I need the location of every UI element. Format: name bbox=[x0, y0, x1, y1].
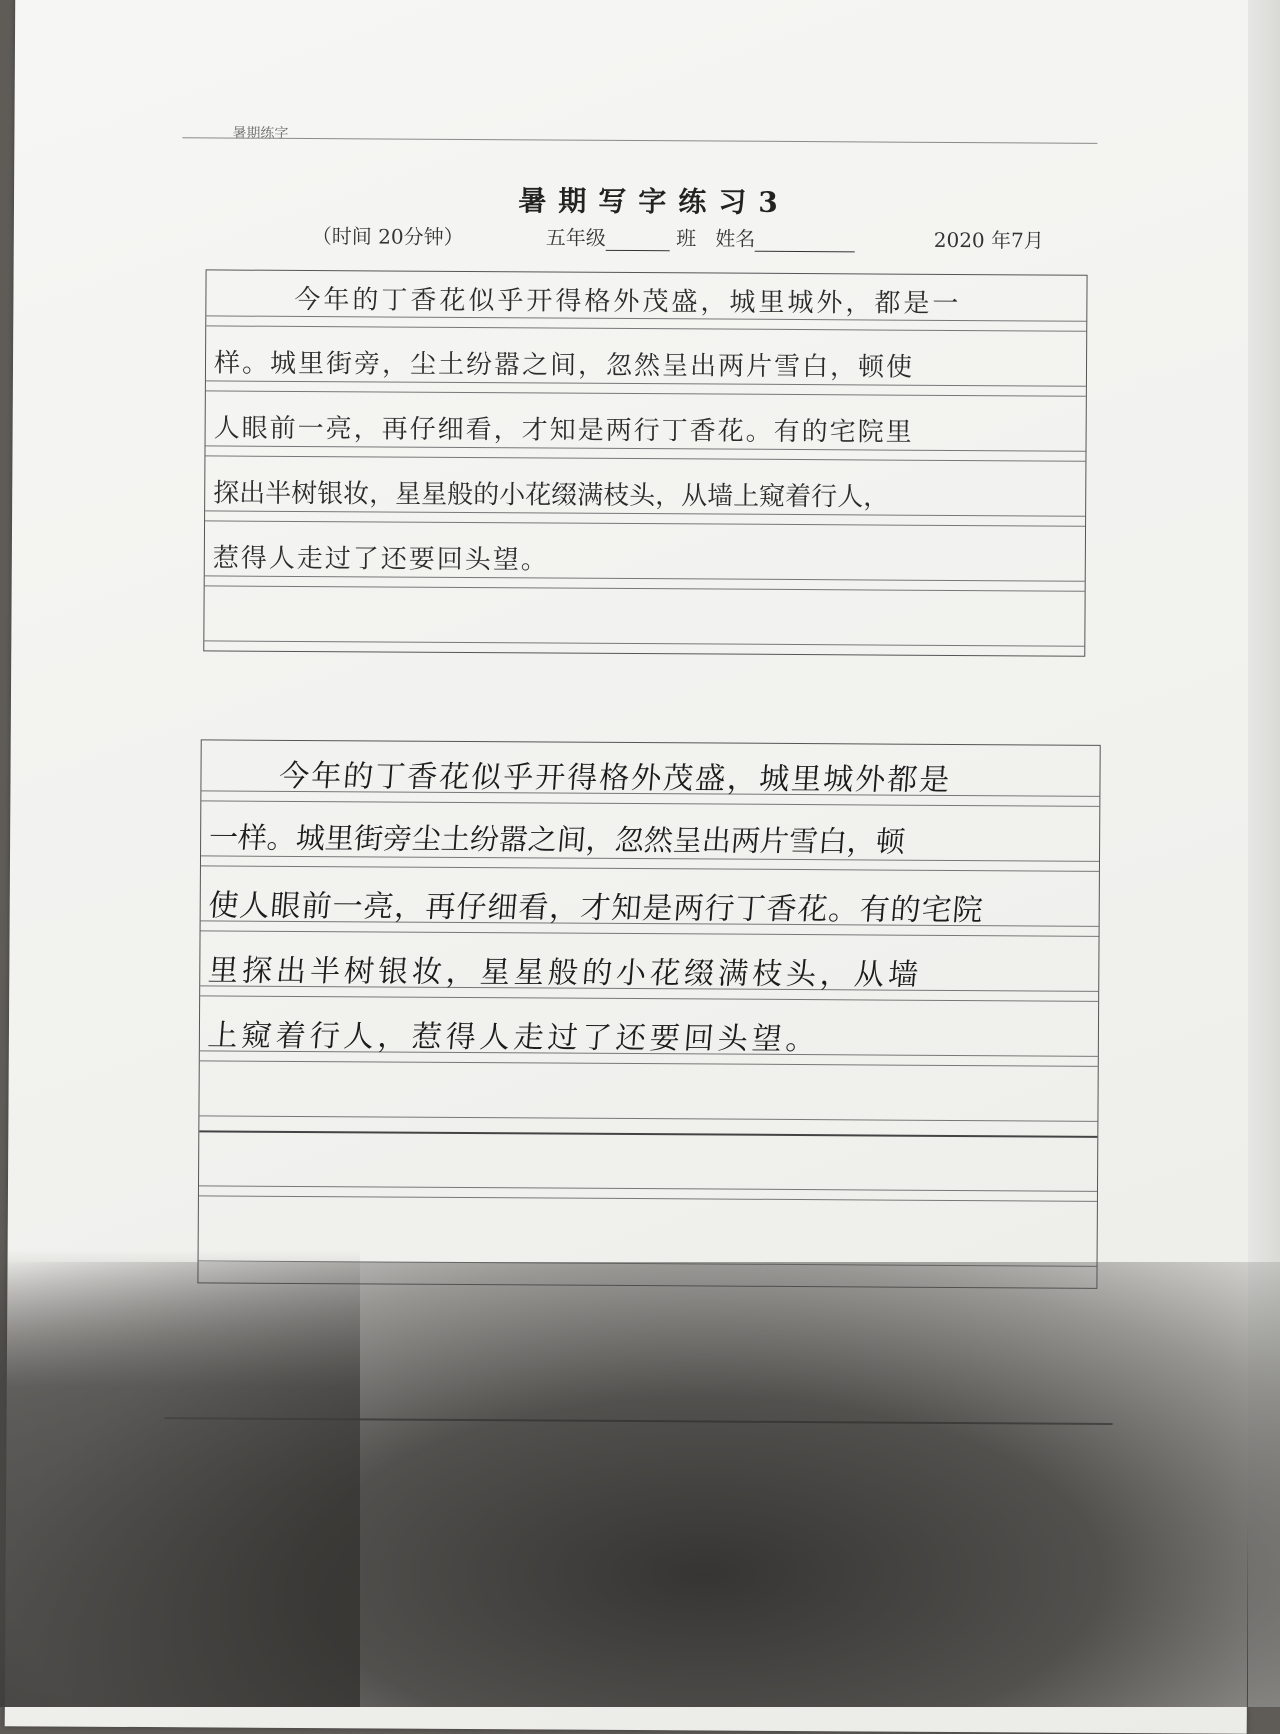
name-blank bbox=[755, 231, 855, 253]
class-blank bbox=[606, 230, 670, 251]
printed-line: 探出半树银妆，星星般的小花缀满枝头，从墙上窥着行人， bbox=[213, 478, 890, 513]
handwritten-line: 今年的丁香花似乎开得格外茂盛，城里城外都是 bbox=[277, 758, 953, 798]
header-label: 暑期练字 bbox=[232, 125, 289, 142]
time-limit: （时间 20分钟） bbox=[311, 224, 464, 249]
grade-label: 五年级 bbox=[545, 225, 606, 250]
printed-text-box bbox=[203, 269, 1087, 656]
date-label: 2020 年7月 bbox=[933, 227, 1044, 253]
handwriting-box bbox=[197, 739, 1100, 1288]
worksheet-paper bbox=[5, 0, 1258, 1734]
printed-line: 今年的丁香花似乎开得格外茂盛，城里城外，都是一 bbox=[294, 284, 962, 320]
class-label: 班 bbox=[676, 226, 697, 251]
footer-divider bbox=[165, 1417, 1113, 1424]
header-divider bbox=[182, 137, 1097, 144]
handwritten-line: 里探出半树银妆，星星般的小花缀满枝头，从墙 bbox=[206, 953, 924, 993]
handwritten-line: 一样。城里街旁尘土纷嚣之间，忽然呈出两片雪白，顿 bbox=[207, 820, 907, 859]
printed-line: 惹得人走过了还要回头望。 bbox=[212, 543, 549, 576]
worksheet-title: 暑期写字练习3 bbox=[518, 184, 790, 219]
background-surface bbox=[1248, 0, 1280, 1707]
grade-field bbox=[546, 221, 856, 252]
name-label: 姓名 bbox=[715, 226, 756, 251]
printed-line: 样。城里街旁，尘土纷嚣之间，忽然呈出两片雪白，顿使 bbox=[213, 348, 915, 383]
handwritten-line: 使人眼前一亮，再仔细看，才知是两行丁香花。有的宅院 bbox=[207, 888, 985, 929]
printed-line: 人眼前一亮，再仔细看，才知是两行丁香花。有的宅院里 bbox=[213, 413, 914, 448]
handwritten-line: 上窥着行人，惹得人走过了还要回头望。 bbox=[206, 1018, 821, 1058]
